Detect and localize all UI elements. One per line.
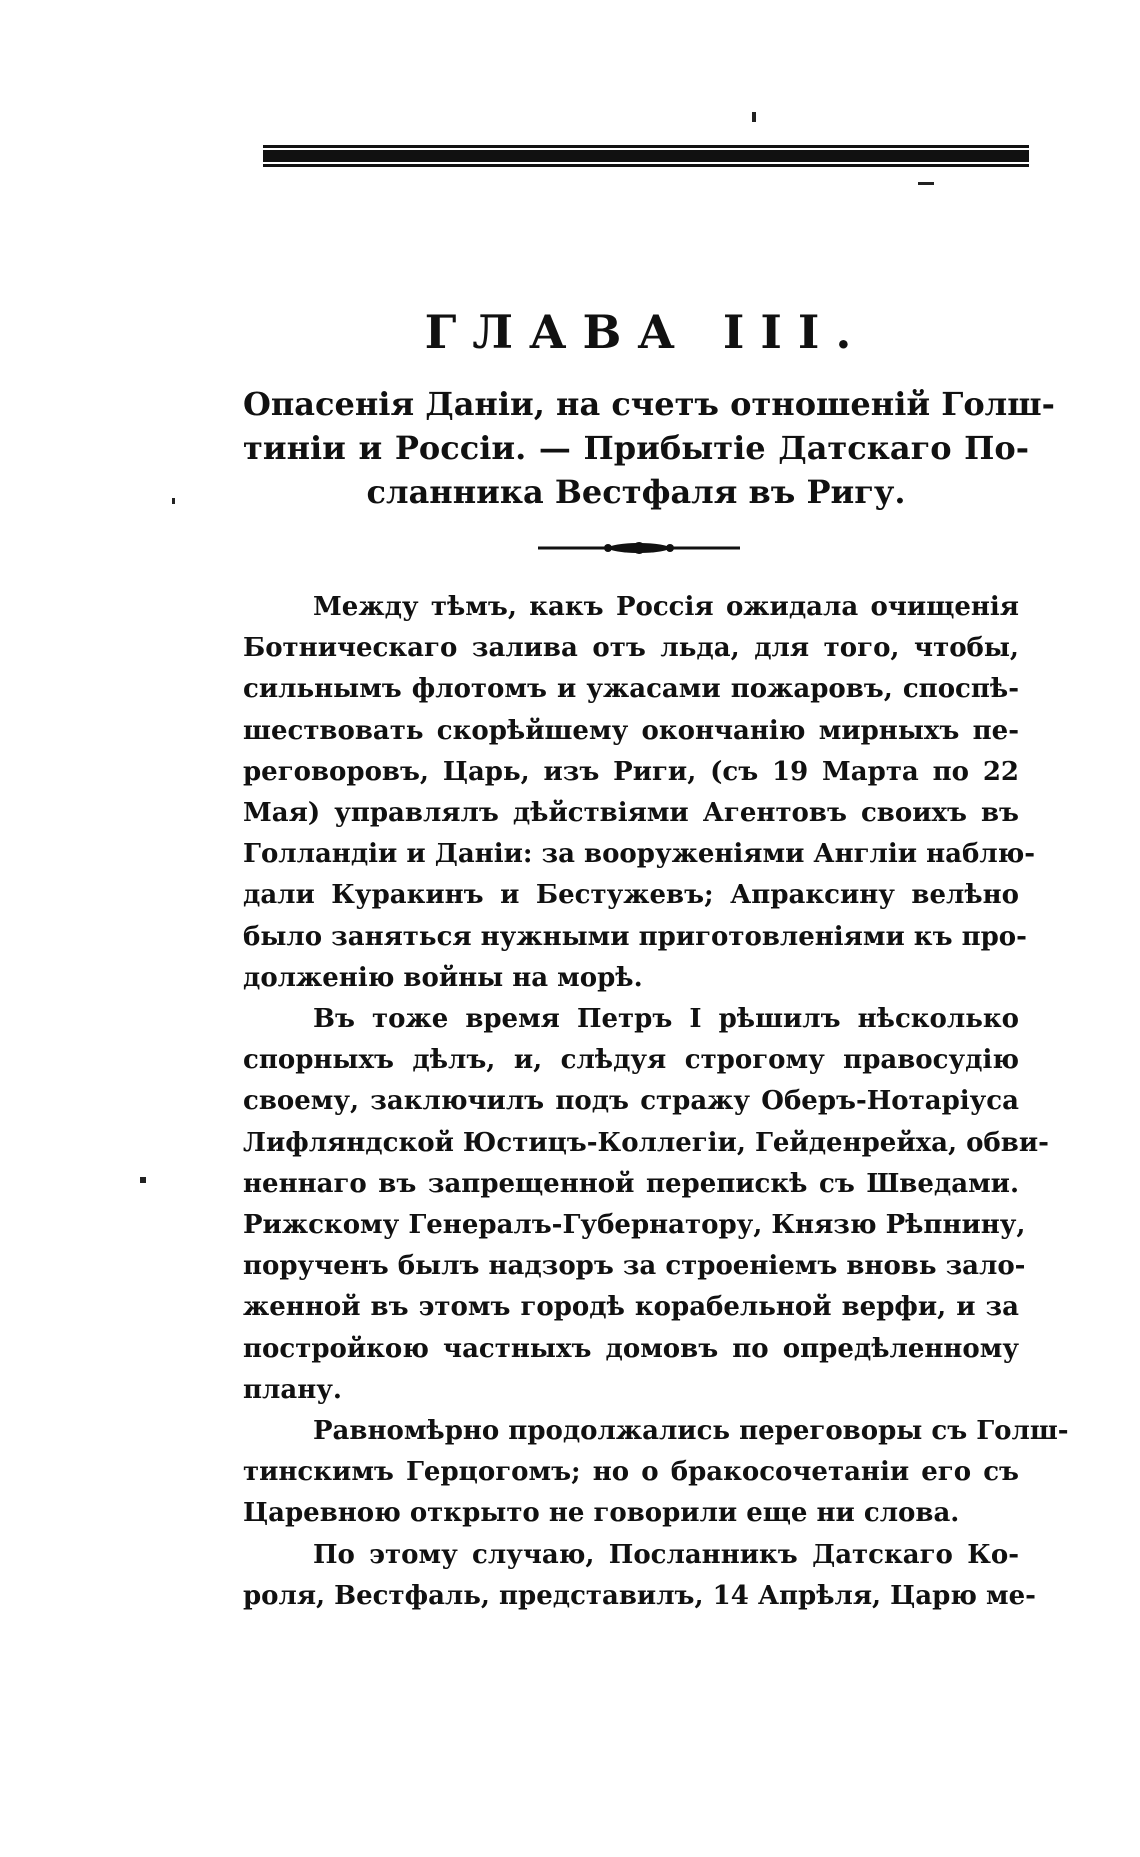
text-line: Равномѣрно продолжались переговоры съ Голш- xyxy=(313,1416,1069,1447)
text-line: Рижскому Генералъ-Губернатору, Князю Рѣпнину, xyxy=(243,1210,1026,1241)
text-line: тинскимъ Герцогомъ; но о бракосочетаніи его съ xyxy=(243,1457,1019,1488)
text-line: Лифляндской Юстицъ-Коллегіи, Гейденрейха, обви- xyxy=(243,1127,1049,1158)
text-line: роля, Вестфаль, представилъ, 14 Апрѣля, Царю ме- xyxy=(243,1580,1036,1611)
header-rule-thick xyxy=(263,150,1029,162)
text-line: Между тѣмъ, какъ Россія ожидала очищенія xyxy=(313,592,1019,622)
text-line: сильнымъ флотомъ и ужасами пожаровъ, споспѣ- xyxy=(243,674,1019,705)
text-line: долженію войны на морѣ. xyxy=(243,962,643,993)
header-rule-thin-top xyxy=(263,145,1029,148)
subtitle-line: сланника Вестфаля въ Ригу. xyxy=(366,473,906,511)
text-line: своему, заключилъ подъ стражу Оберъ-Нотаріуса xyxy=(243,1086,1019,1117)
text-line: было заняться нужными приготовленіями къ про- xyxy=(243,921,1027,952)
text-line: реговоровъ, Царь, изъ Риги, (съ 19 Марта по 22 xyxy=(243,756,1019,787)
text-line: неннаго въ запрещенной перепискѣ съ Шведами. xyxy=(243,1168,1019,1199)
header-rule xyxy=(263,145,1029,171)
body-text xyxy=(243,587,1069,1617)
header-rule-thin-bottom xyxy=(263,164,1029,167)
ornament-divider xyxy=(538,538,740,558)
text-line: Въ тоже время Петръ I рѣшилъ нѣсколько xyxy=(313,1004,1019,1035)
text-line: женной въ этомъ городѣ корабельной верфи, и за xyxy=(243,1292,1019,1323)
chapter-title: ГЛАВА III. xyxy=(424,305,868,359)
ink-speck xyxy=(918,182,934,185)
text-line: порученъ былъ надзоръ за строеніемъ вновь зало- xyxy=(243,1251,1026,1282)
text-line: Голландіи и Даніи: за вооруженіями Англіи наблю- xyxy=(243,839,1036,870)
text-line: По этому случаю, Посланникъ Датскаго Ко- xyxy=(313,1539,1019,1570)
text-line: Царевною открыто не говорили еще ни слова. xyxy=(243,1498,960,1529)
text-line: дали Куракинъ и Бестужевъ; Апраксину велѣно xyxy=(243,880,1019,911)
text-line: Ботническаго залива отъ льда, для того, чтобы, xyxy=(243,633,1019,664)
text-line: спорныхъ дѣлъ, и, слѣдуя строгому правосудію xyxy=(243,1045,1019,1076)
chapter-subtitle xyxy=(243,382,1055,514)
ink-speck xyxy=(752,112,756,122)
text-line: Мая) управлялъ дѣйствіями Агентовъ своихъ въ xyxy=(243,798,1019,829)
text-line: плану. xyxy=(243,1374,342,1405)
subtitle-line: Опасенія Даніи, на счетъ отношеній Голш- xyxy=(243,385,1055,423)
ink-speck xyxy=(172,498,175,504)
ink-speck xyxy=(140,1177,146,1183)
subtitle-line: тиніи и Россіи. — Прибытіе Датскаго По- xyxy=(243,429,1029,467)
text-line: постройкою частныхъ домовъ по опредѣленному xyxy=(243,1333,1019,1364)
text-line: шествовать скорѣйшему окончанію мирныхъ пе- xyxy=(243,715,1019,746)
